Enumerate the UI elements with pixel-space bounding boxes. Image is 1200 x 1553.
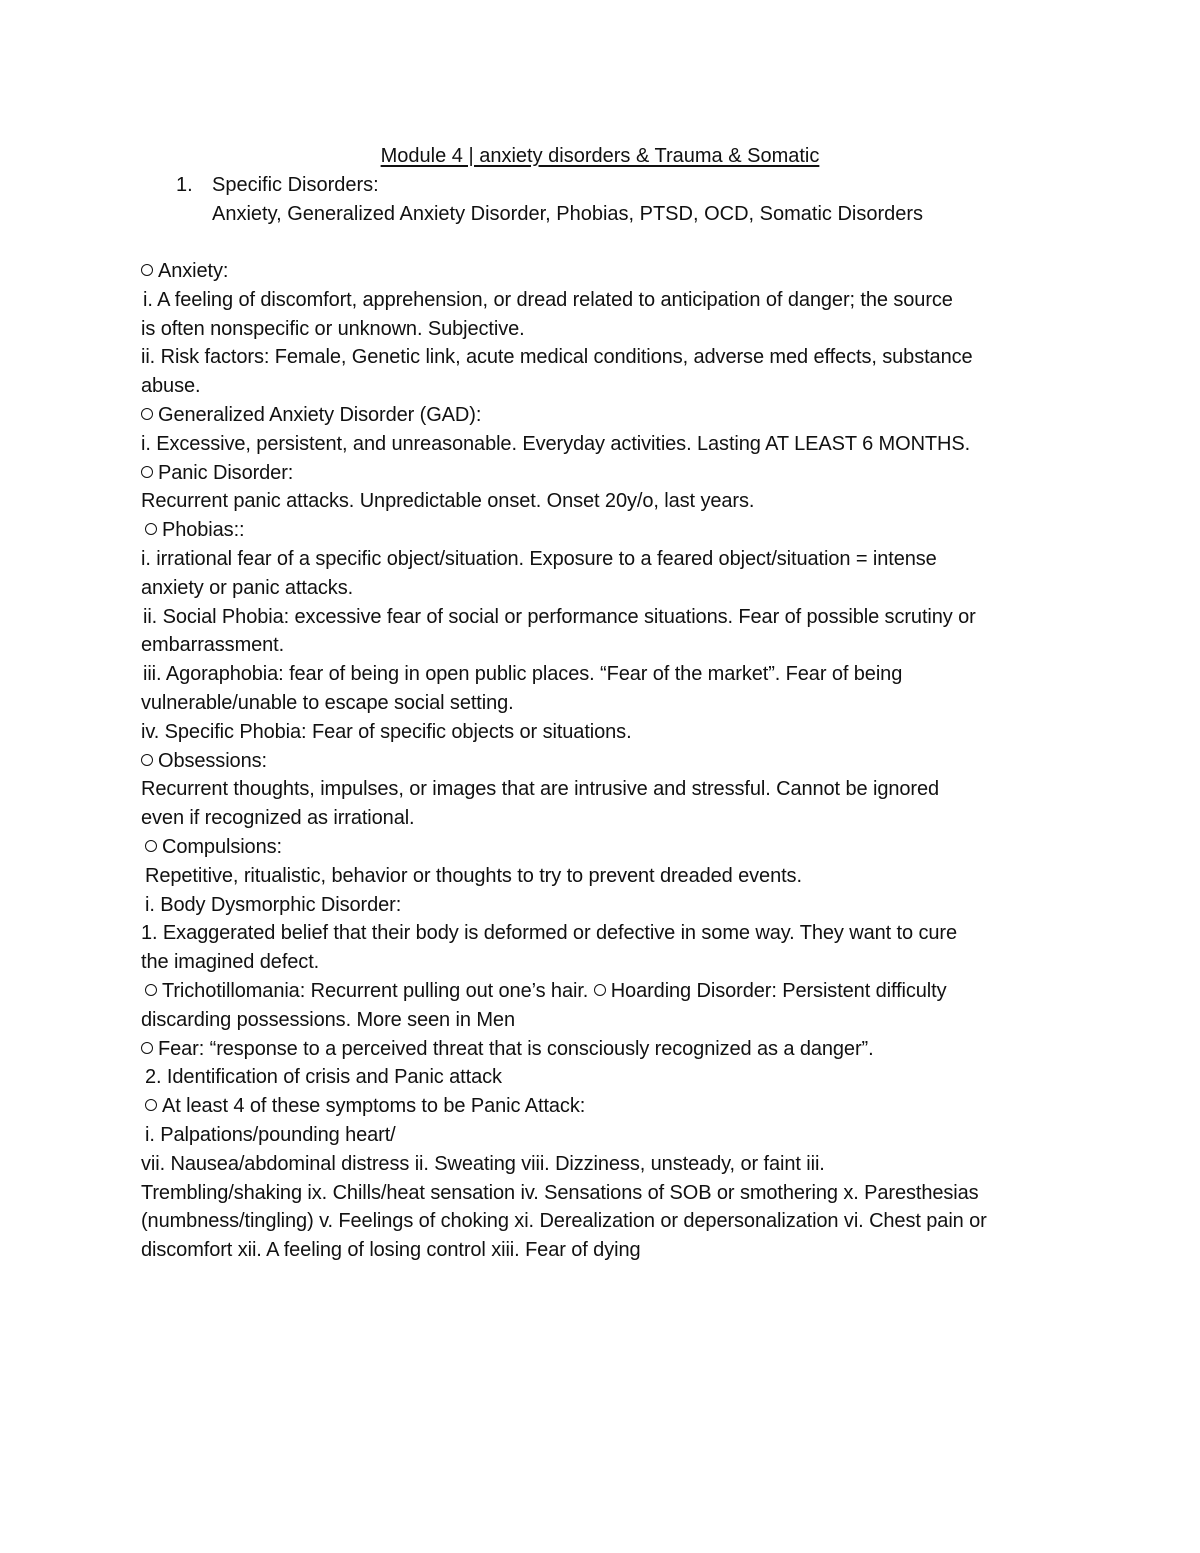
text-line: discomfort xii. A feeling of losing control xiii. Fear of dying [141, 1239, 641, 1262]
circle-bullet-icon [145, 984, 157, 996]
text-line: Phobias:: [141, 516, 1076, 545]
text-line: iii. Agoraphobia: fear of being in open public places. “Fear of the market”. Fear of being [143, 663, 903, 686]
text-line: vii. Nausea/abdominal distress ii. Sweating viii. Dizziness, unsteady, or faint iii. [141, 1152, 825, 1175]
text-line: Generalized Anxiety Disorder (GAD): [141, 401, 1076, 430]
text-line: ii. Risk factors: Female, Genetic link, acute medical conditions, adverse med effects, substance [141, 346, 973, 369]
text-line: i. Body Dysmorphic Disorder: [145, 893, 402, 916]
text-line: anxiety or panic attacks. [141, 576, 354, 599]
text-line: Compulsions: [141, 833, 1076, 862]
text-line: 1. Exaggerated belief that their body is deformed or defective in some way. They want to cure [141, 922, 957, 945]
text-line: Trichotillomania: Recurrent pulling out one’s hair. Hoarding Disorder: Persistent difficulty [141, 977, 1076, 1006]
list-items: Anxiety, Generalized Anxiety Disorder, Phobias, PTSD, OCD, Somatic Disorders [212, 203, 924, 225]
document-body [141, 257, 1076, 1265]
text-line: iv. Specific Phobia: Fear of specific objects or situations. [141, 720, 632, 743]
list-content [212, 171, 923, 229]
text-line: embarrassment. [141, 634, 285, 657]
text-line: Repetitive, ritualistic, behavior or thoughts to try to prevent dreaded events. [145, 864, 802, 887]
list-number: 1. [176, 174, 193, 196]
document-title: Module 4 | anxiety disorders & Trauma & Somatic [380, 145, 820, 167]
text-line: Panic Disorder: [141, 459, 1076, 488]
text-line: Fear: “response to a perceived threat that is consciously recognized as a danger”. [141, 1035, 1076, 1064]
text-line: i. Excessive, persistent, and unreasonable. Everyday activities. Lasting AT LEAST 6 MONTHS. [141, 432, 971, 455]
text-line: i. irrational fear of a specific object/situation. Exposure to a feared object/situation = intense [141, 547, 937, 570]
text-line: abuse. [141, 375, 201, 398]
text-line: Anxiety: [141, 257, 1076, 286]
circle-bullet-icon [594, 984, 606, 996]
text-line: is often nonspecific or unknown. Subjective. [141, 317, 525, 340]
text-line: discarding possessions. More seen in Men [141, 1008, 515, 1031]
text-line: (numbness/tingling) v. Feelings of choking xi. Derealization or depersonalization vi. Chest pain or [141, 1210, 987, 1233]
circle-bullet-icon [141, 466, 153, 478]
circle-bullet-icon [141, 754, 153, 766]
text-line: i. A feeling of discomfort, apprehension, or dread related to anticipation of danger; the source [143, 288, 953, 311]
circle-bullet-icon [141, 408, 153, 420]
text-line: 2. Identification of crisis and Panic attack [145, 1066, 502, 1089]
text-line: i. Palpations/pounding heart/ [145, 1123, 396, 1146]
text-line: ii. Social Phobia: excessive fear of social or performance situations. Fear of possible scrutiny or [143, 605, 976, 628]
text-line: Recurrent panic attacks. Unpredictable onset. Onset 20y/o, last years. [141, 490, 755, 513]
text-line: Trembling/shaking ix. Chills/heat sensation iv. Sensations of SOB or smothering x. Paresthesias [141, 1181, 979, 1204]
circle-bullet-icon [145, 840, 157, 852]
text-line: even if recognized as irrational. [141, 807, 415, 830]
circle-bullet-icon [141, 264, 153, 276]
text-line: vulnerable/unable to escape social setting. [141, 691, 514, 714]
circle-bullet-icon [145, 1099, 157, 1111]
circle-bullet-icon [141, 1042, 153, 1054]
text-line: Obsessions: [141, 747, 1076, 776]
text-line: the imagined defect. [141, 951, 320, 974]
text-line: Recurrent thoughts, impulses, or images that are intrusive and stressful. Cannot be ignored [141, 778, 939, 801]
circle-bullet-icon [145, 523, 157, 535]
list-heading: Specific Disorders: [212, 174, 379, 196]
text-line: At least 4 of these symptoms to be Panic Attack: [141, 1092, 1076, 1121]
